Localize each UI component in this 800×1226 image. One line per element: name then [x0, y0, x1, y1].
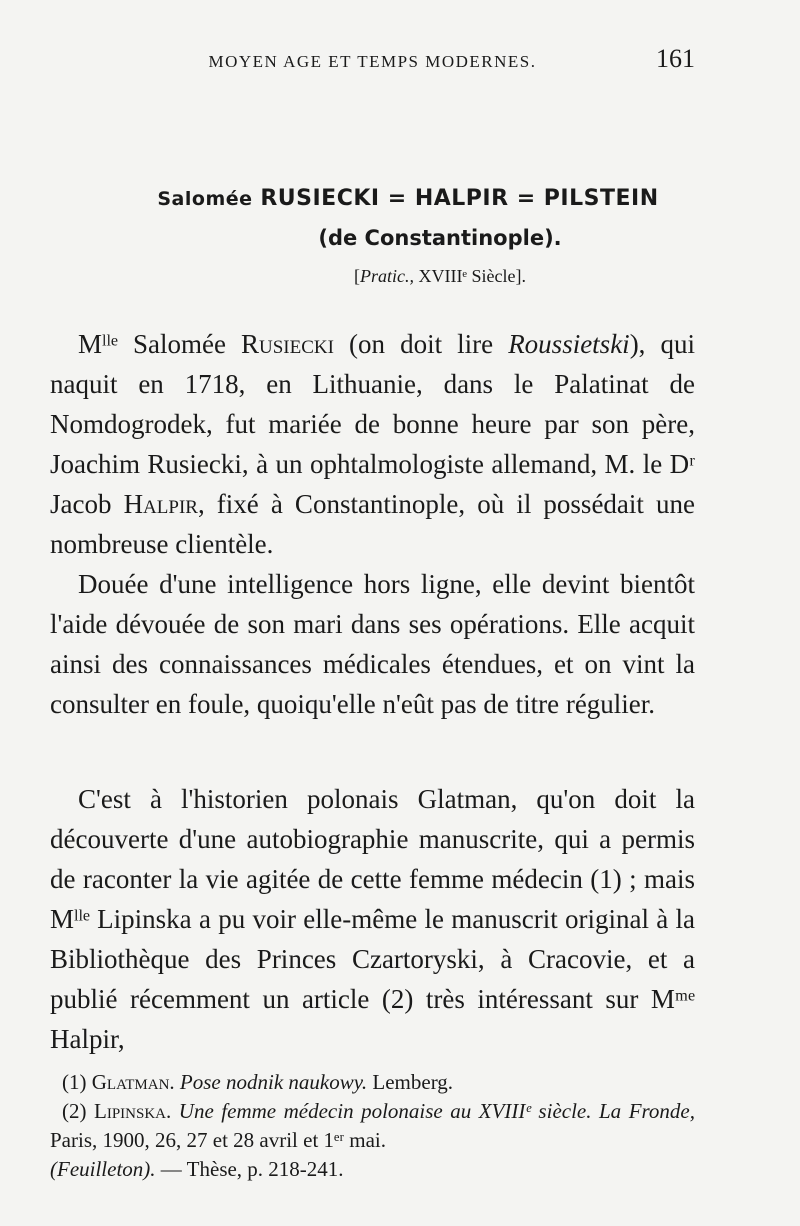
text-run: Mˡˡᵉ Salomée — [78, 329, 241, 359]
footnote-author: Glatman. — [91, 1070, 175, 1094]
footnote-text: — Thèse, p. 218-241. — [155, 1157, 344, 1181]
heading-name — [0, 186, 800, 211]
footnote-text: Lemberg. — [367, 1070, 454, 1094]
text-run: (on doit lire — [333, 329, 509, 359]
heading-place: (de Constantinople). — [318, 226, 562, 250]
running-head — [50, 44, 695, 80]
text-run: , fixé à Constantinople, où il possédait une nombreuse clientèle. — [50, 489, 695, 559]
footnote-number: (1) — [62, 1070, 92, 1094]
heading-category: [Pratic., XVIIIᵉ Siècle]. — [353, 266, 527, 286]
footnote-2 — [50, 1097, 695, 1184]
surname-smallcaps: Halpir — [123, 489, 198, 519]
footnote-author: Lipinska. — [94, 1099, 172, 1123]
footnote-1 — [50, 1068, 695, 1097]
paragraph-1b: Douée d'une intelligence hors ligne, elle devint bientôt l'aide dévouée de son mari dans ses opérations. Elle acquit ainsi des connaissances médicales étendues, et on vint la consulter en foule, quoiqu'elle n'eût pas de titre régulier. — [50, 569, 695, 719]
heading-first-name: Salomée — [157, 188, 253, 210]
italic-name: Roussietski — [508, 329, 630, 359]
text-run: ), qui naquit en 1718, en Lithuanie, dans le Palatinat de Nomdogrodek, fut mariée de bonne heure par son père, Joachim Rusiecki, à un ophtalmologiste allemand, M. le Dʳ Jacob — [50, 329, 695, 519]
page-number: 161 — [656, 44, 695, 73]
heading-category-century: XVIIIᵉ Siècle — [413, 266, 516, 286]
footnote-text: Paris, 1900, 26, 27 et 28 avril et 1ᵉʳ mai. — [50, 1128, 386, 1152]
paragraph-1 — [50, 324, 695, 724]
footnote-feuilleton: (Feuilleton). — [50, 1157, 156, 1181]
footnote-title: Une femme médecin polonaise au XVIIIᵉ siècle. La Fronde, — [171, 1099, 695, 1123]
paragraph-2: C'est à l'historien polonais Glatman, qu'on doit la découverte d'une autobiographie manuscrite, qui a permis de raconter la vie agitée de cette femme médecin (1) ; mais Mˡˡᵉ Lipinska a pu voir elle-même le manuscrit original à la Bibliothèque des Princes Czartoryski, à Cracovie, et a publié récemment un article (2) très intéressant sur Mᵐᵉ Halpir, — [50, 784, 695, 1054]
paragraph-1a — [50, 324, 695, 564]
footnotes — [50, 1068, 695, 1184]
heading-surnames: RUSIECKI = HALPIR = PILSTEIN — [260, 186, 659, 211]
surname-smallcaps: Rusiecki — [241, 329, 334, 359]
running-head-title: MOYEN AGE ET TEMPS MODERNES. — [208, 52, 537, 71]
footnote-number: (2) — [62, 1099, 95, 1123]
heading-category-italic: Pratic., — [359, 266, 414, 286]
footnote-title: Pose nodnik naukowy. — [174, 1070, 368, 1094]
